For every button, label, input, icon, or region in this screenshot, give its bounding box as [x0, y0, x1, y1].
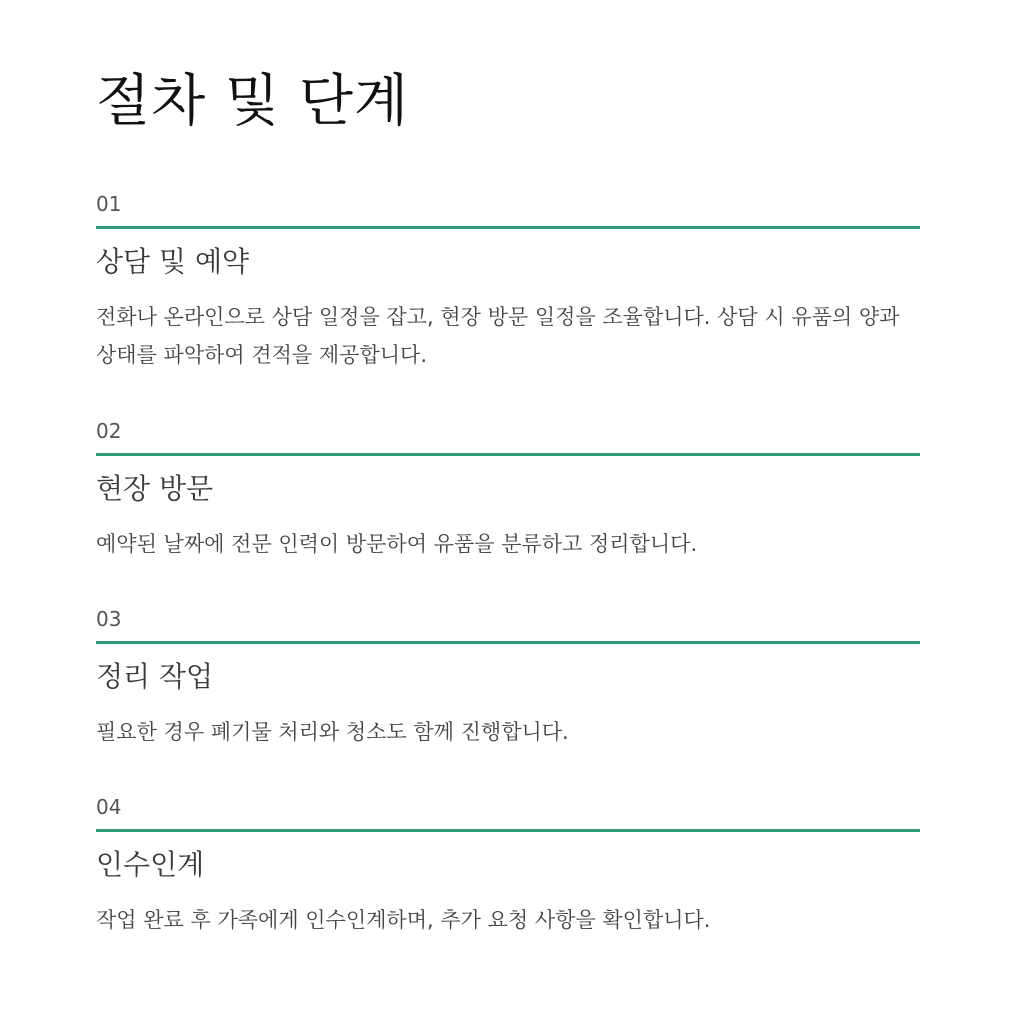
step-divider [96, 226, 920, 229]
step-divider [96, 453, 920, 456]
step-number: 01 [96, 192, 122, 216]
step-divider [96, 641, 920, 644]
step-description: 전화나 온라인으로 상담 일정을 잡고, 현장 방문 일정을 조율합니다. 상담 시 유품의 양과 상태를 파악하여 견적을 제공합니다. [96, 305, 900, 367]
step-description: 작업 완료 후 가족에게 인수인계하며, 추가 요청 사항을 확인합니다. [96, 908, 711, 932]
step-description: 예약된 날짜에 전문 인력이 방문하여 유품을 분류하고 정리합니다. [96, 532, 698, 556]
step-heading: 정리 작업 [96, 660, 214, 693]
step-number: 03 [96, 607, 122, 631]
step-divider [96, 829, 920, 832]
step-heading: 상담 및 예약 [96, 245, 250, 278]
step-heading: 현장 방문 [96, 472, 214, 505]
page-title: 절차 및 단계 [96, 69, 410, 134]
step-number: 02 [96, 419, 122, 443]
step-heading: 인수인계 [96, 848, 205, 881]
step-description: 필요한 경우 폐기물 처리와 청소도 함께 진행합니다. [96, 720, 569, 744]
step-number: 04 [96, 795, 122, 819]
